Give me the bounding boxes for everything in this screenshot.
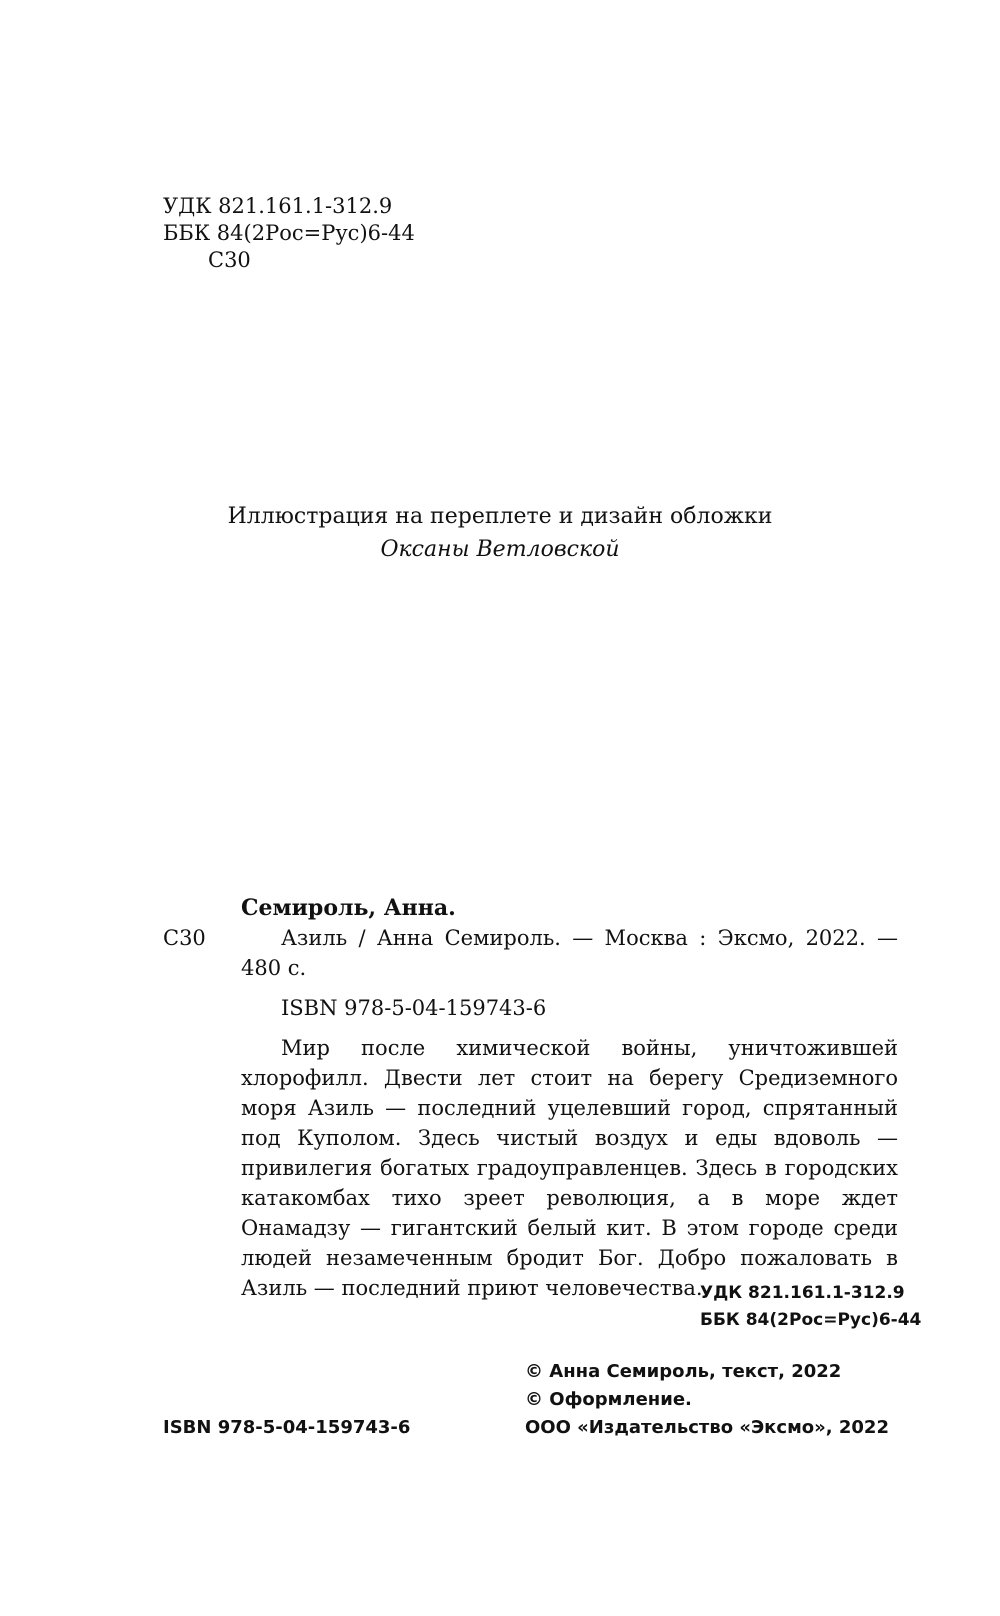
isbn-bottom: ISBN 978-5-04-159743-6 bbox=[163, 1417, 411, 1438]
catalog-author: Семироль, Анна. bbox=[241, 895, 456, 921]
copyright-text: © Анна Семироль, текст, 2022 bbox=[525, 1361, 842, 1382]
bbk-code: ББК 84(2Рос=Рус)6-44 bbox=[163, 221, 415, 245]
bbk-code-bottom: ББК 84(2Рос=Рус)6-44 bbox=[700, 1310, 922, 1330]
copyright-publisher: ООО «Издательство «Эксмо», 2022 bbox=[525, 1417, 889, 1438]
catalog-description: Азиль / Анна Семироль. — Москва : Эксмо, 2022. — bbox=[281, 926, 898, 950]
catalog-isbn: ISBN 978-5-04-159743-6 bbox=[281, 996, 547, 1020]
udk-code-bottom: УДК 821.161.1-312.9 bbox=[700, 1283, 905, 1303]
copyright-block bbox=[525, 1358, 889, 1442]
illustration-credit bbox=[0, 500, 1000, 566]
udk-code: УДК 821.161.1-312.9 bbox=[163, 194, 393, 218]
illustration-credit-line: Иллюстрация на переплете и дизайн обложки bbox=[227, 504, 773, 529]
catalog-annotation bbox=[163, 1033, 898, 1303]
catalog-entry bbox=[163, 893, 898, 1303]
classification-bottom bbox=[700, 1280, 921, 1334]
catalog-author-mark: С30 bbox=[163, 926, 206, 950]
catalog-description-row bbox=[163, 923, 898, 953]
annotation-text: Мир после химической войны, уничтожившей хлорофилл. Двести лет стоит на берегу Средиземного моря Азиль — последний уцелевший город, спрятанный под Куполом. Здесь чистый воздух и еды вдоволь — привилегия богатых градоуправленцев. Здесь в городских катакомбах тихо зреет революция, а в море ждет Онамадзу — гигантский белый кит. В этом городе среди людей незамеченным бродит Бог. Добро пожаловать в Азиль — последний приют человечества. bbox=[241, 1036, 898, 1300]
author-mark: С30 bbox=[208, 248, 251, 272]
copyright-design: © Оформление. bbox=[525, 1389, 692, 1410]
classification-top bbox=[163, 193, 415, 274]
illustration-artist: Оксаны Ветловской bbox=[380, 537, 620, 562]
catalog-pages: 480 с. bbox=[241, 956, 307, 980]
